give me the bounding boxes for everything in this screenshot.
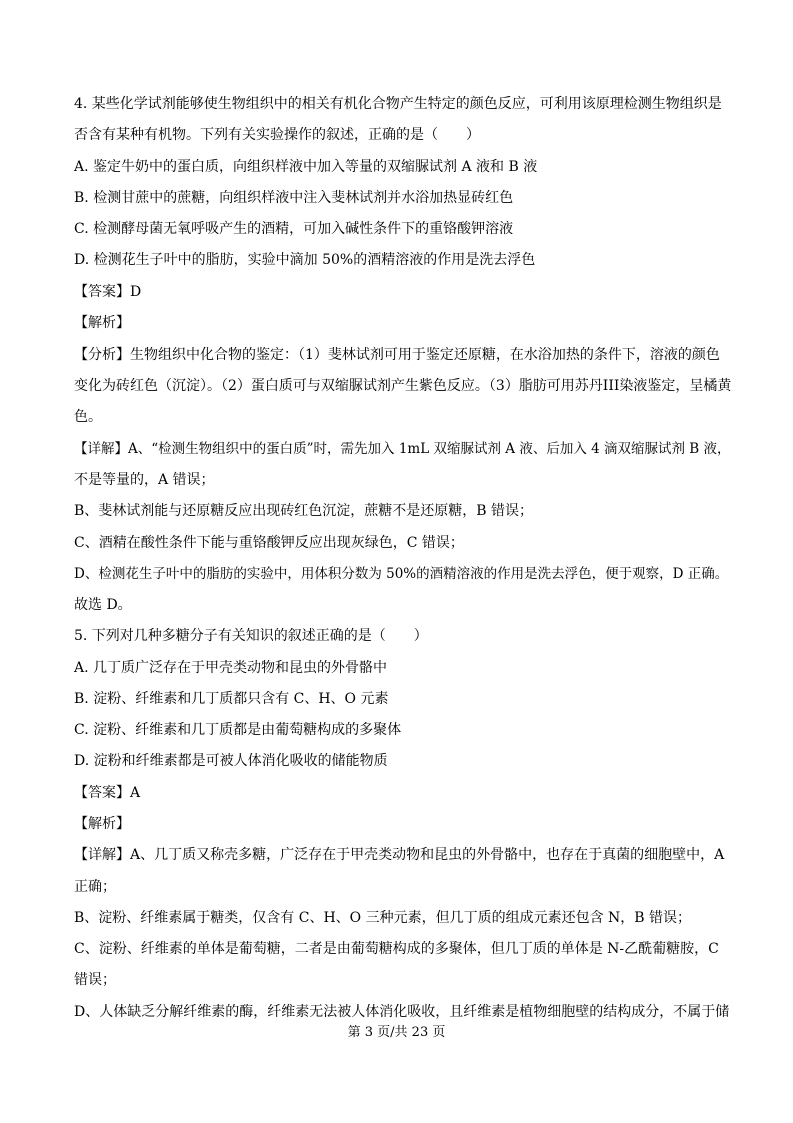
- q4-answer: 【答案】D: [74, 284, 142, 300]
- q4-fenxi-line3: 色。: [74, 409, 102, 425]
- q5-option-c: C. 淀粉、纤维素和几丁质都是由葡萄糖构成的多聚体: [74, 722, 402, 738]
- q5-stem: 5. 下列对几种多糖分子有关知识的叙述正确的是（ ）: [74, 628, 428, 644]
- q5-option-a: A. 几丁质广泛存在于甲壳类动物和昆虫的外骨骼中: [74, 660, 388, 676]
- q4-option-b: B. 检测甘蔗中的蔗糖，向组织样液中注入斐林试剂并水浴加热显砖红色: [74, 190, 514, 206]
- q5-xiangjie-c-line2: 错误；: [74, 972, 116, 988]
- q4-stem-line2: 否含有某种有机物。下列有关实验操作的叙述，正确的是（ ）: [74, 127, 480, 143]
- q4-xiangjie-line1: 【详解】A、“检测生物组织中的蛋白质”时，需先加入 1mL 双缩脲试剂 A 液、后加入 4 滴双缩脲试剂 B 液，: [74, 441, 731, 457]
- q5-option-b: B. 淀粉、纤维素和几丁质都只含有 C、H、O 元素: [74, 691, 389, 707]
- q5-option-d: D. 淀粉和纤维素都是可被人体消化吸收的储能物质: [74, 753, 388, 769]
- q4-xiangjie-b: B、斐林试剂能与还原糖反应出现砖红色沉淀，蔗糖不是还原糖，B 错误；: [74, 503, 534, 519]
- q4-analysis-label: 【解析】: [74, 315, 130, 331]
- q4-xiangjie-d: D、检测花生子叶中的脂肪的实验中，用体积分数为 50%的酒精溶液的作用是洗去浮色，便于观察，D 正确。: [74, 566, 729, 582]
- q4-fenxi-line2: 变化为砖红色（沉淀）。（2）蛋白质可与双缩脲试剂产生紫色反应。（3）脂肪可用苏丹III染液鉴定，呈橘黄: [74, 378, 732, 394]
- q5-xiangjie-b: B、淀粉、纤维素属于糖类，仅含有 C、H、O 三种元素，但几丁质的组成元素还包含 N，B 错误；: [74, 910, 692, 926]
- q4-xiangjie-line2: 不是等量的，A 错误；: [74, 472, 215, 488]
- q4-option-a: A. 鉴定牛奶中的蛋白质，向组织样液中加入等量的双缩脲试剂 A 液和 B 液: [74, 159, 538, 175]
- q4-conclusion: 故选 D。: [74, 597, 132, 613]
- q4-option-c: C. 检测酵母菌无氧呼吸产生的酒精，可加入碱性条件下的重铬酸钾溶液: [74, 221, 514, 237]
- q5-xiangjie-line1: 【详解】A、几丁质又称壳多糖，广泛存在于甲壳类动物和昆虫的外骨骼中，也存在于真菌的细胞壁中，A: [74, 847, 725, 863]
- page-footer: 第 3 页/共 23 页: [347, 1025, 446, 1040]
- q4-stem-line1: 4. 某些化学试剂能够使生物组织中的相关有机化合物产生特定的颜色反应，可利用该原理检测生物组织是: [74, 96, 722, 112]
- q5-xiangjie-line2: 正确；: [74, 879, 116, 895]
- q4-xiangjie-c: C、酒精在酸性条件下能与重铬酸钾反应出现灰绿色，C 错误；: [74, 535, 464, 551]
- q5-xiangjie-c-line1: C、淀粉、纤维素的单体是葡萄糖，二者是由葡萄糖构成的多聚体，但几丁质的单体是 N-乙酰葡糖胺，C: [74, 941, 719, 957]
- q5-analysis-label: 【解析】: [74, 816, 130, 832]
- q5-answer: 【答案】A: [74, 785, 141, 801]
- q5-xiangjie-d-line1: D、人体缺乏分解纤维素的酶，纤维素无法被人体消化吸收，且纤维素是植物细胞壁的结构成分，不属于储: [74, 1004, 730, 1020]
- q4-option-d: D. 检测花生子叶中的脂肪，实验中滴加 50%的酒精溶液的作用是洗去浮色: [74, 252, 536, 268]
- q4-fenxi-line1: 【分析】生物组织中化合物的鉴定：（1）斐林试剂可用于鉴定还原糖，在水浴加热的条件下，溶液的颜色: [74, 347, 720, 363]
